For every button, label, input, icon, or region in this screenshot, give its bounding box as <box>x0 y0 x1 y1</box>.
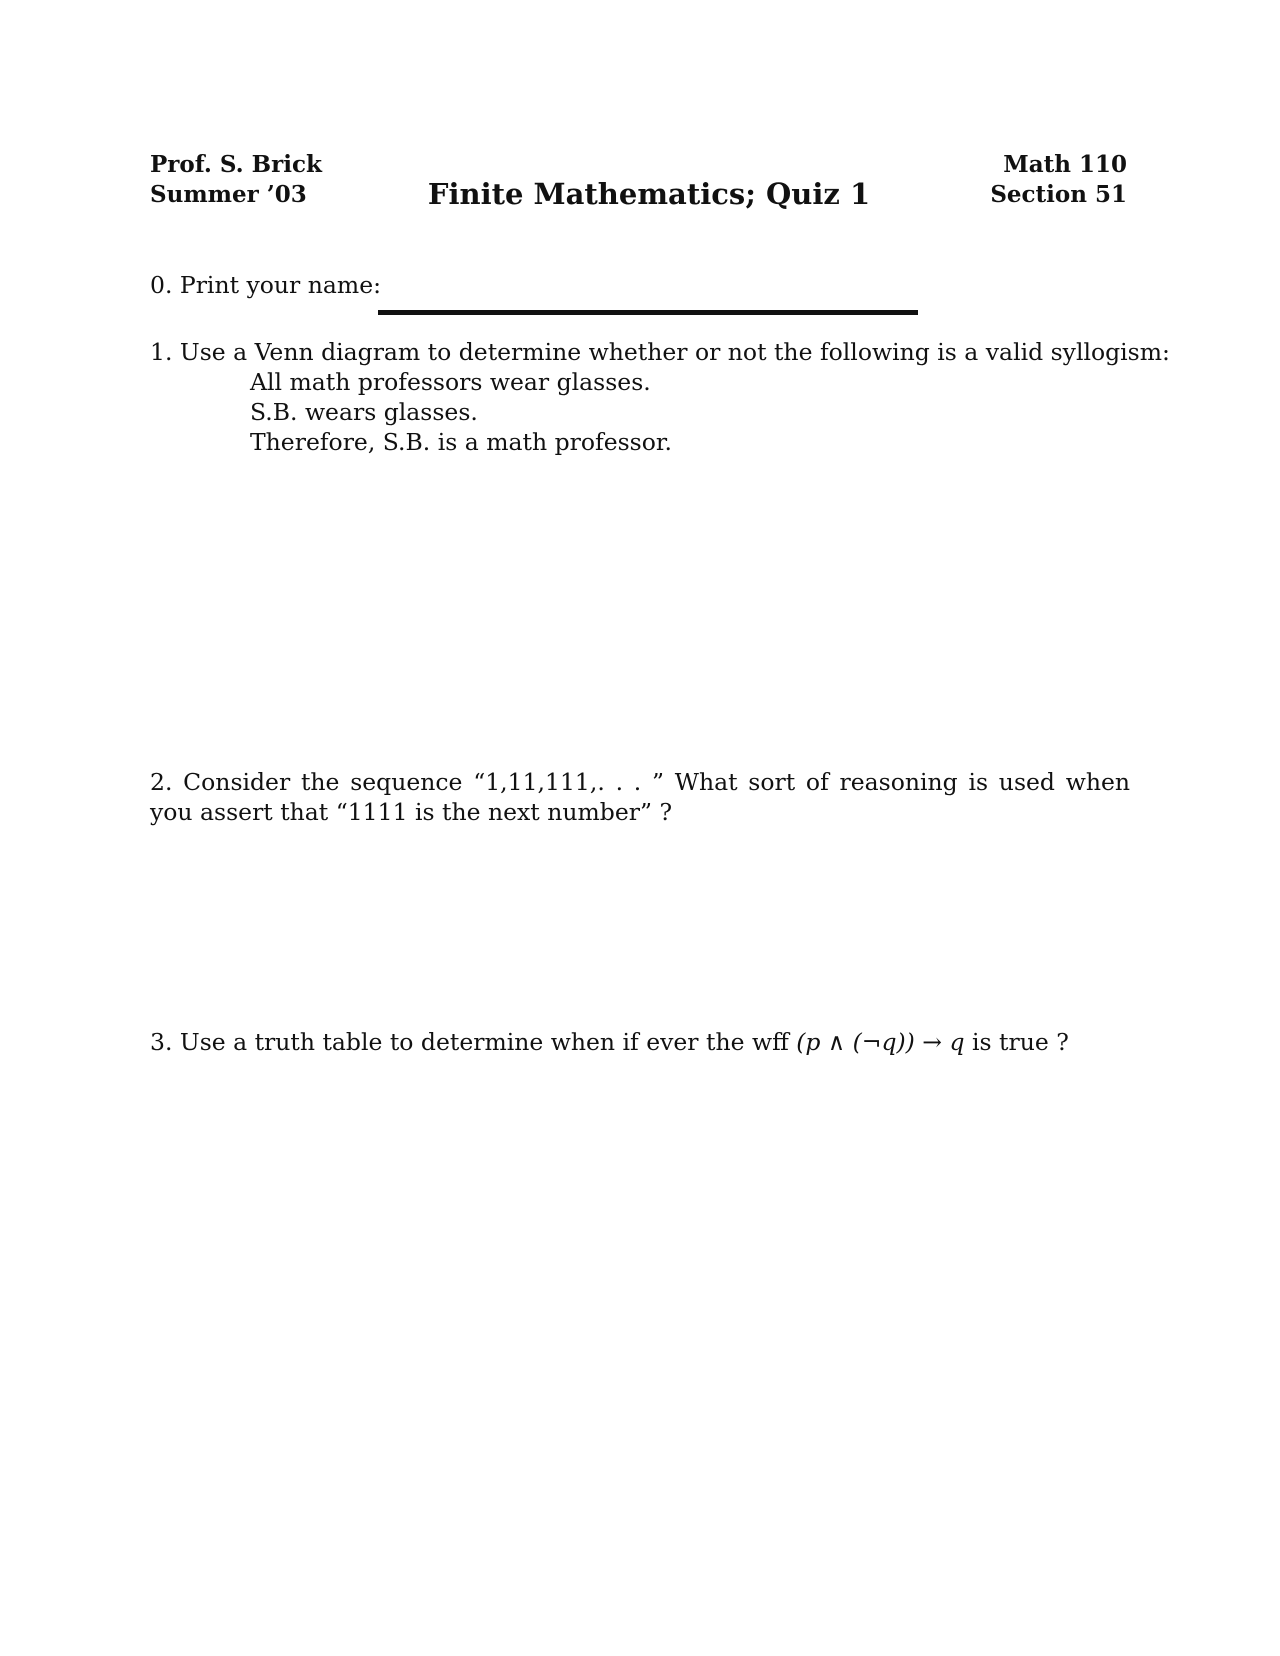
conclusion: Therefore, S.B. is a math professor. <box>250 428 673 456</box>
name-answer-line[interactable] <box>378 310 918 315</box>
section-number: Section 51 <box>990 181 1127 208</box>
question-3-prefix: 3. Use a truth table to determine when if ever the wff <box>150 1028 797 1056</box>
course-number: Math 110 <box>1003 151 1127 178</box>
wff-formula: (p ∧ (¬q)) → q <box>796 1028 965 1056</box>
question-2: 2. Consider the sequence “1,11,111,. . . ” What sort of reasoning is used when you assert that “1111 is the next number” ? <box>150 768 1130 826</box>
instructor-name: Prof. S. Brick <box>150 151 322 178</box>
header-right <box>990 150 1127 210</box>
syllogism-premises <box>250 367 672 457</box>
question-1: 1. Use a Venn diagram to determine whether or not the following is a valid syllogism: <box>150 338 1170 366</box>
term: Summer ’03 <box>150 181 307 208</box>
page-title: Finite Mathematics; Quiz 1 <box>427 177 871 211</box>
question-0: 0. Print your name: <box>150 271 382 299</box>
premise-2: S.B. wears glasses. <box>250 398 478 426</box>
premise-1: All math professors wear glasses. <box>250 368 651 396</box>
question-3 <box>150 1027 1069 1057</box>
question-3-suffix: is true ? <box>964 1028 1069 1056</box>
